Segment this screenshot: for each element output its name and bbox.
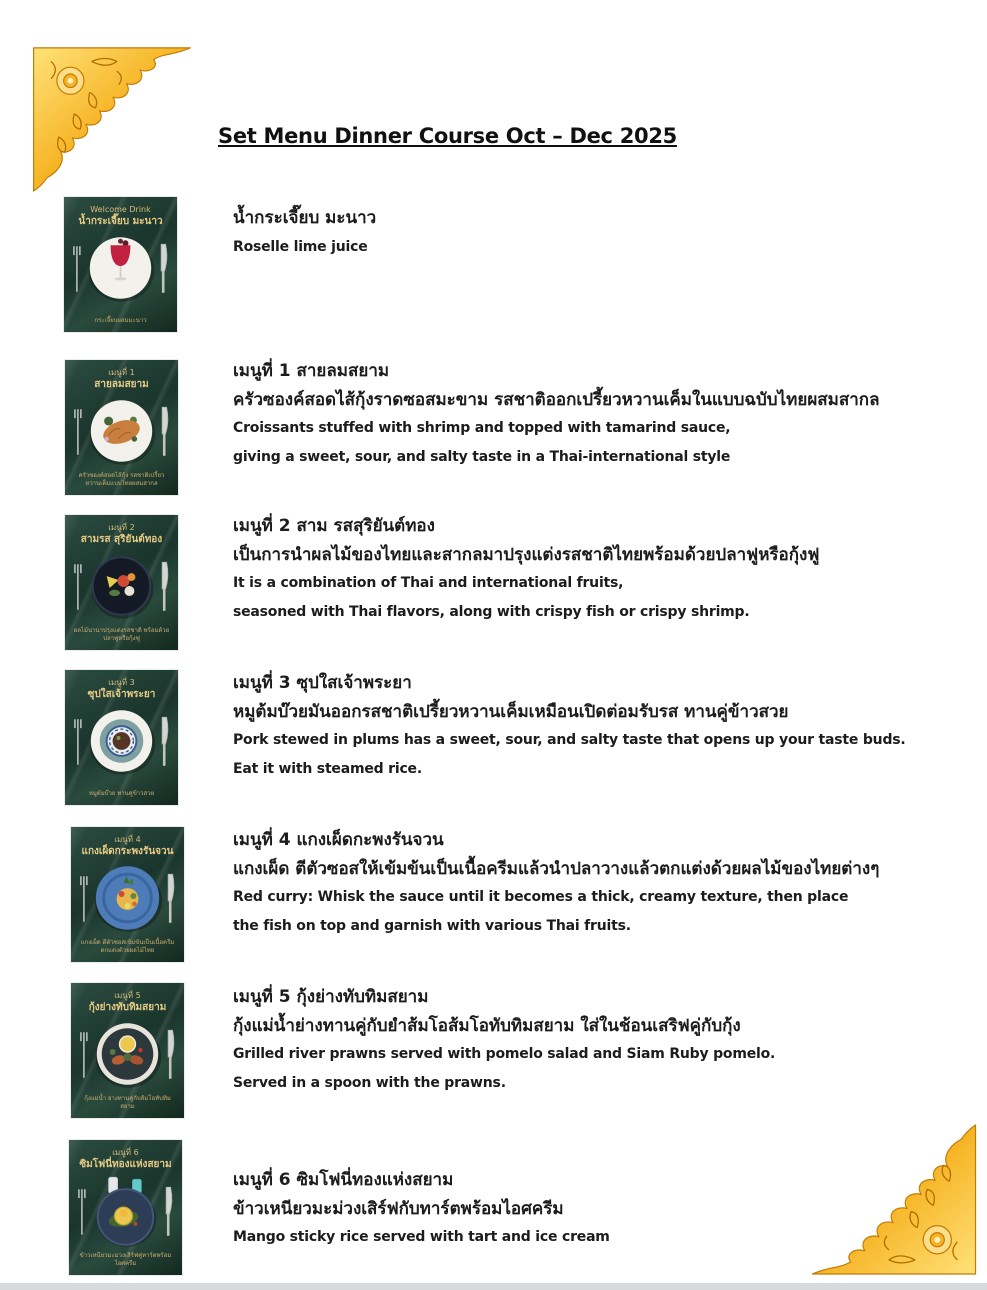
card-caption: แกงเผ็ด ตีตัวซอสเข้มข้นเป็นเนื้อครีม ตกแต่งด้วยผลไม้ไทย	[80, 939, 175, 954]
dish-thai-description: ครัวซองค์สอดไส้กุ้งราดซอสมะขาม รสชาติออกเปรี้ยวหวานเค็มในแบบฉบับไทยผสมสากล	[233, 389, 880, 410]
fork-icon	[79, 1189, 85, 1235]
card-caption: ผลไม้นานาปรุงแต่งรสชาติ พร้อมด้วยปลาฟูหรือกุ้งฟู	[73, 627, 170, 642]
dish-photo-roselle-drink	[64, 229, 177, 307]
card-dish-name: สายลมสยาม	[94, 379, 149, 390]
fork-icon	[75, 409, 81, 455]
dish-photo-red-curry	[71, 859, 184, 937]
dish-english-description: the fish on top and garnish with various Thai fruits.	[233, 917, 631, 934]
page-bottom-edge	[0, 1283, 987, 1290]
menu-text-2	[233, 512, 953, 626]
dish-english-description: It is a combination of Thai and international fruits,	[233, 575, 624, 591]
dish-thai-name: เมนูที่ 1 สายลมสยาม	[233, 361, 390, 381]
dish-thai-description: แกงเผ็ด ตีตัวซอสให้เข้มข้นเป็นเนื้อครีมแล้วนำปลาวางแล้วตกแต่งด้วยผลไม้ของไทยต่างๆ	[233, 858, 880, 879]
fork-icon	[75, 564, 81, 610]
dish-thai-name: น้ำกระเจี๊ยบ มะนาว	[233, 208, 377, 228]
knife-icon	[166, 1187, 172, 1236]
card-dish-name: ซุปใสเจ้าพระยา	[87, 689, 156, 700]
menu-text-3	[233, 669, 953, 783]
card-dish-name: น้ำกระเจี๊ยบ มะนาว	[78, 216, 163, 227]
menu-text-welcome-drink	[233, 204, 953, 261]
dish-photo-grilled-prawn	[71, 1015, 184, 1093]
menu-card-6	[69, 1140, 182, 1275]
knife-icon	[162, 562, 168, 611]
card-heading: เมนูที่ 4	[114, 835, 141, 844]
card-caption: ข้าวเหนียวมะม่วงเสิร์ฟคู่ทาร์ตพร้อมไอศครีม	[79, 1252, 172, 1267]
dish-photo-clear-soup	[65, 702, 178, 780]
card-caption: กุ้งแม่น้ำ ย่างทานคู่กับส้มโอทับทิมสยาม	[84, 1095, 171, 1110]
dish-english-description: giving a sweet, sour, and salty taste in a Thai-international style	[233, 448, 731, 465]
knife-icon	[162, 717, 168, 766]
dish-photo-thai-fruits	[65, 547, 178, 625]
dish-english-description: seasoned with Thai flavors, along with crispy fish or crispy shrimp.	[233, 603, 750, 620]
menu-card-welcome-drink	[64, 197, 177, 332]
knife-icon	[168, 1030, 174, 1079]
dish-thai-name: เมนูที่ 2 สาม รสสุริยันต์ทอง	[233, 516, 435, 536]
fork-icon	[81, 1032, 87, 1078]
knife-icon	[161, 244, 167, 293]
menu-text-6	[233, 1166, 953, 1252]
card-caption: ครัวซองค์สอดไส้กุ้ง รสชาติเปรี้ยวหวานเค็มแบบไทยผสมสากล	[78, 472, 165, 487]
menu-text-5	[233, 983, 953, 1097]
dish-english-description: Served in a spoon with the prawns.	[233, 1074, 506, 1091]
card-caption: หมูต้มบ๊วย ทานคู่ข้าวสวย	[88, 790, 155, 797]
card-heading: เมนูที่ 5	[114, 991, 141, 1000]
dish-thai-description: ข้าวเหนียวมะม่วงเสิร์ฟกับทาร์ตพร้อมไอศครีม	[233, 1198, 564, 1219]
menu-card-5	[71, 983, 184, 1118]
card-dish-name: สามรส สุริยันต์ทอง	[80, 534, 163, 545]
fork-icon	[75, 719, 81, 765]
card-heading: เมนูที่ 2	[108, 523, 135, 532]
page-title: Set Menu Dinner Course Oct – Dec 2025	[218, 124, 677, 148]
menu-card-1	[65, 360, 178, 495]
dish-thai-name: เมนูที่ 4 แกงเผ็ดกะพงรันจวน	[233, 830, 444, 850]
dish-photo-croissant	[65, 392, 178, 470]
card-dish-name: แกงเผ็ดกระพงรันจวน	[81, 846, 174, 857]
card-heading: เมนูที่ 6	[112, 1148, 139, 1157]
card-caption: กระเจี๊ยบผสมมะนาว	[94, 317, 147, 324]
menu-card-2	[65, 515, 178, 650]
dish-english-description: Pork stewed in plums has a sweet, sour, and salty taste that opens up your taste buds.	[233, 732, 906, 748]
menu-text-4	[233, 826, 953, 940]
dish-thai-name: เมนูที่ 6 ซิมโฟนี่ทองแห่งสยาม	[233, 1170, 454, 1190]
thai-ornament-corner-top-left-icon	[28, 44, 196, 194]
dish-english-description: Mango sticky rice served with tart and ice cream	[233, 1229, 610, 1245]
dish-english-description: Croissants stuffed with shrimp and topped with tamarind sauce,	[233, 420, 731, 436]
card-heading: เมนูที่ 1	[108, 368, 135, 377]
dish-thai-name: เมนูที่ 3 ซุปใสเจ้าพระยา	[233, 673, 412, 693]
dish-english-description: Red curry: Whisk the sauce until it becomes a thick, creamy texture, then place	[233, 889, 849, 905]
card-heading: Welcome Drink	[90, 205, 151, 214]
dish-thai-name: เมนูที่ 5 กุ้งย่างทับทิมสยาม	[233, 987, 429, 1007]
dish-photo-mango-dessert	[69, 1172, 182, 1250]
dish-english-description: Grilled river prawns served with pomelo salad and Siam Ruby pomelo.	[233, 1046, 776, 1062]
card-heading: เมนูที่ 3	[108, 678, 135, 687]
knife-icon	[162, 407, 168, 456]
fork-icon	[74, 246, 80, 292]
dish-thai-description: เป็นการนำผลไม้ของไทยและสากลมาปรุงแต่งรสชาติไทยพร้อมด้วยปลาฟูหรือกุ้งฟู	[233, 544, 820, 565]
dish-english-description: Eat it with steamed rice.	[233, 760, 422, 777]
menu-card-4	[71, 827, 184, 962]
card-dish-name: ซิมโฟนี่ทองแห่งสยาม	[79, 1159, 172, 1170]
menu-card-3	[65, 670, 178, 805]
dish-english-name: Roselle lime juice	[233, 238, 368, 255]
dish-thai-description: หมูต้มบ๊วยมันออกรสชาติเปรี้ยวหวานเค็มเหมือนเปิดต่อมรับรส ทานคู่ข้าวสวย	[233, 701, 789, 722]
knife-icon	[168, 874, 174, 923]
menu-text-1	[233, 357, 953, 471]
fork-icon	[81, 876, 87, 922]
card-dish-name: กุ้งย่างทับทิมสยาม	[88, 1002, 167, 1013]
dish-thai-description: กุ้งแม่น้ำย่างทานคู่กับยำส้มโอส้มโอทับทิมสยาม ใส่ในช้อนเสริฟคู่กับกุ้ง	[233, 1015, 741, 1036]
